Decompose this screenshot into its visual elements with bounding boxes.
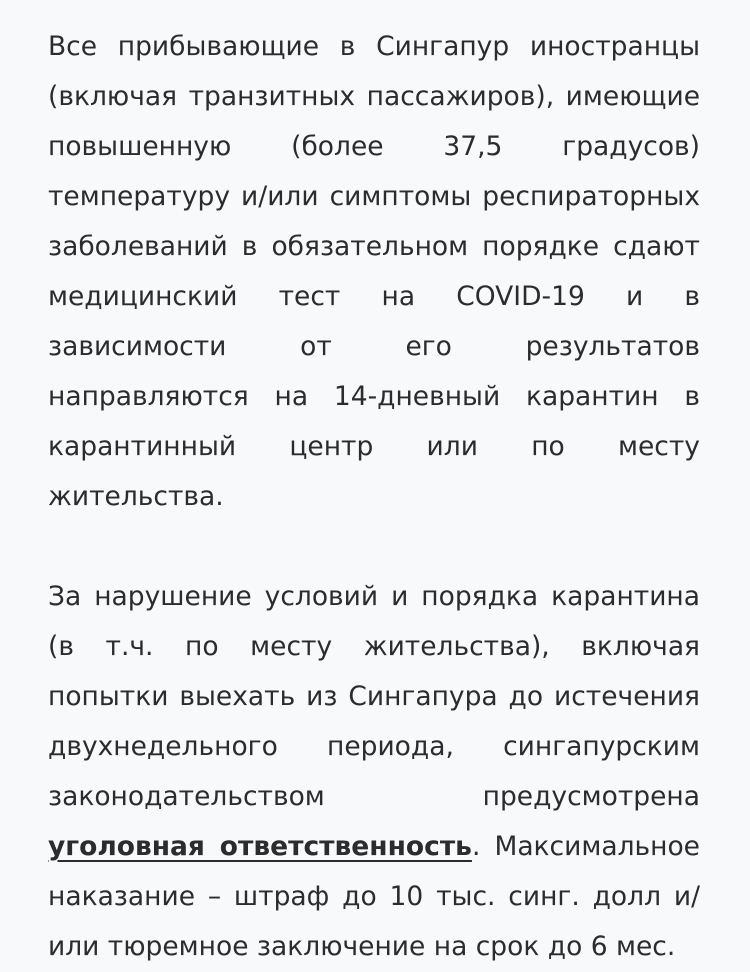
paragraph-arrival-rules: Все прибывающие в Сингапур иностранцы (включая транзитных пассажиров), имеющие повышенную (более 37,5 градусов) температуру и/или симптомы респираторных заболеваний в обязательном порядке сдают медицинский тест на COVID-19 и в зависимости от его результатов направляются на 14-дневный карантин в карантинный центр или по месту жительства. — [48, 31, 700, 512]
paragraph-text-after-link: . Максимальное наказание – штраф до 10 тыс. синг. долл и/или тюремное заключение на срок до 6 мес. — [48, 831, 700, 962]
paragraph-text-before-link: За нарушение условий и порядка карантина (в т.ч. по месту жительства), включая попытки выехать из Сингапура до истечения двухнедельного периода, сингапурским законодательством предусмотрена — [48, 581, 700, 812]
paragraph-quarantine-violation — [48, 572, 700, 972]
criminal-liability-link[interactable]: уголовная ответственность — [48, 831, 472, 862]
article-body — [48, 22, 700, 972]
